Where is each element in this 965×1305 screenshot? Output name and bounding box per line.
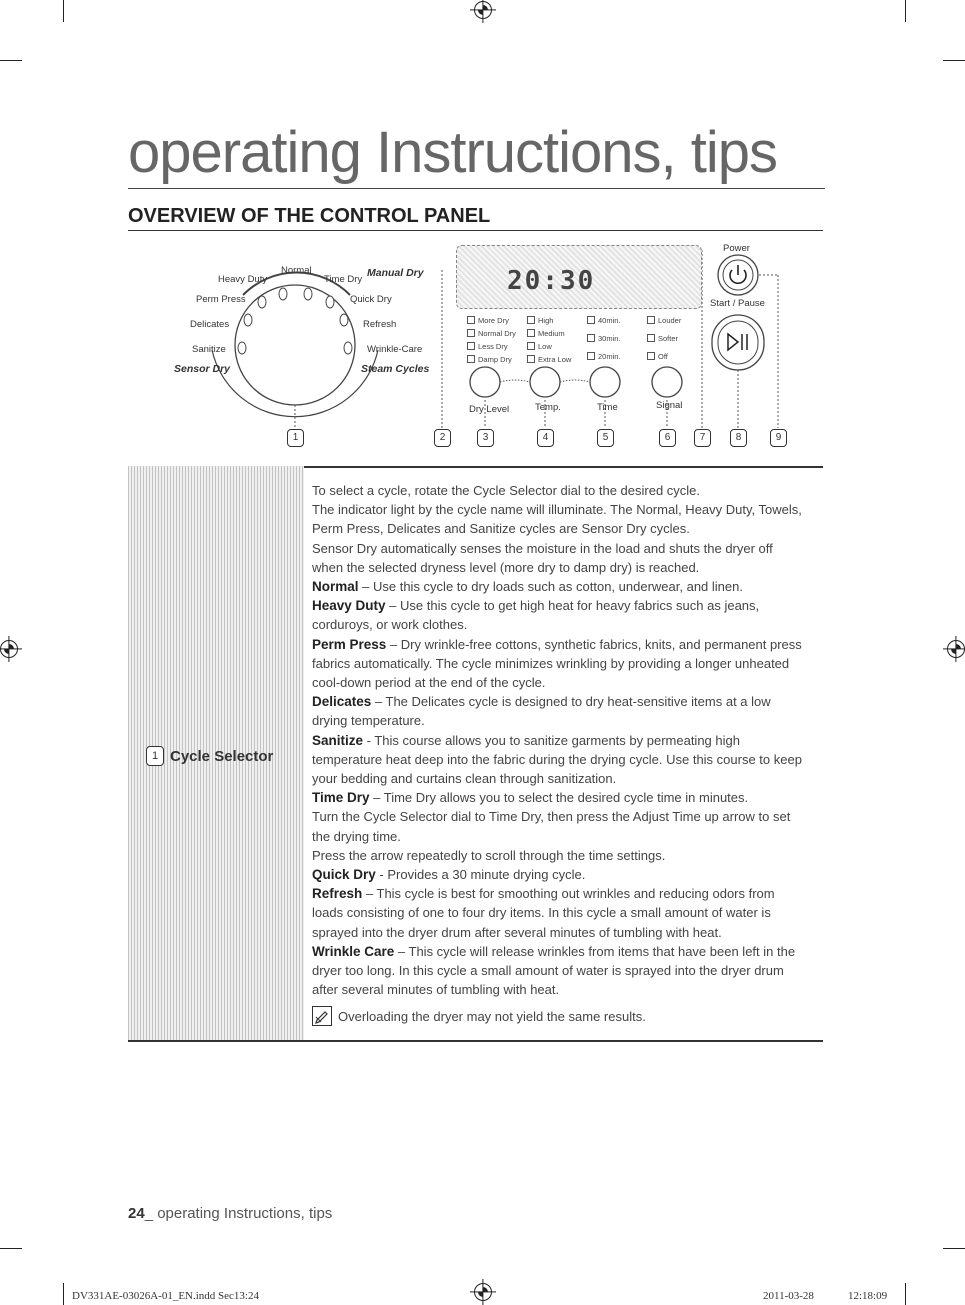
crop-mark: [63, 1283, 64, 1305]
dial-label-refresh: Refresh: [363, 319, 397, 330]
sidebar-title: Cycle Selector: [170, 747, 274, 765]
slug-file: DV331AE-03026A-01_EN.indd Sec13:24: [72, 1290, 259, 1302]
sidebar-label: [146, 746, 273, 766]
time-button-label: Time: [597, 402, 618, 413]
dial-label-steam-cycles: Steam Cycles: [361, 363, 430, 375]
cycle-perm-press: Perm Press – Dry wrinkle-free cottons, synthetic fabrics, knits, and permanent press fabrics automatically. The cycle minimizes wrinkling by providing a longer unheated cool-down period at the end of the cycle.: [312, 636, 802, 691]
crop-mark: [0, 1248, 22, 1249]
paragraph: Sensor Dry automatically senses the moisture in the load and shuts the dryer off when the selected dryness level (more dry to damp dry) is reached.: [312, 540, 773, 575]
temp-option: High: [527, 316, 553, 325]
paragraph: The indicator light by the cycle name will illuminate. The Normal, Heavy Duty, Towels, Perm Press, Delicates and Sanitize cycles are Sensor Dry cycles.: [312, 502, 802, 537]
page-title: operating Instructions, tips: [128, 118, 825, 189]
crop-mark: [0, 60, 22, 61]
callout-number: 4: [537, 429, 554, 447]
callout-number: 9: [770, 429, 787, 447]
cycle-refresh: Refresh – This cycle is best for smoothing out wrinkles and reducing odors from loads consisting of one to four dry items. In this cycle a small amount of water is sprayed into the dryer drum after several minutes of tumbling with heat.: [312, 886, 775, 940]
registration-mark-icon: [947, 640, 965, 658]
page-footer-label: _ operating Instructions, tips: [144, 1205, 333, 1222]
dry-level-option: Normal Dry: [467, 329, 516, 338]
callout-number: 8: [730, 429, 747, 447]
callout-number: 5: [597, 429, 614, 447]
crop-mark: [943, 60, 965, 61]
slug-time: 12:18:09: [848, 1290, 888, 1302]
paragraph: Press the arrow repeatedly to scroll through the time settings.: [312, 847, 666, 863]
registration-mark-icon: [474, 1283, 492, 1301]
cycle-heavy-duty: Heavy Duty – Use this cycle to get high heat for heavy fabrics such as jeans, corduroys, or work clothes.: [312, 598, 760, 633]
time-option: 40min.: [587, 316, 621, 325]
signal-option: Off: [647, 352, 668, 361]
display-time: 20:30: [507, 266, 596, 296]
temp-option: Low: [527, 342, 552, 351]
callout-number: 6: [659, 429, 676, 447]
dial-label-normal: Normal: [281, 265, 312, 276]
dial-label-perm-press: Perm Press: [196, 294, 246, 305]
crop-mark: [943, 1248, 965, 1249]
page-number: 24: [128, 1205, 145, 1222]
dial-label-sensor-dry: Sensor Dry: [174, 363, 231, 375]
dial-label-sanitize: Sanitize: [192, 344, 226, 355]
section-title: OVERVIEW OF THE CONTROL PANEL: [128, 205, 823, 231]
time-option: 30min.: [587, 334, 621, 343]
cycle-sanitize: Sanitize - This course allows you to sanitize garments by permeating high temperature heat deep into the fabric during the drying cycle. Use this course to keep your bedding and curtains clean through sanitization.: [312, 732, 802, 787]
dry-level-option: Damp Dry: [467, 355, 512, 364]
temp-option: Medium: [527, 329, 565, 338]
dial-label-time-dry: Time Dry: [324, 274, 363, 285]
table-bottom-rule: [128, 1040, 823, 1042]
start-pause-button-label: Start / Pause: [710, 298, 765, 309]
cycle-time-dry: Time Dry – Time Dry allows you to select the desired cycle time in minutes.: [312, 790, 749, 806]
dry-level-option: More Dry: [467, 316, 509, 325]
callout-number: 2: [434, 429, 451, 447]
callout-number: 7: [694, 429, 711, 447]
note-text: Overloading the dryer may not yield the same results.: [338, 1008, 646, 1024]
signal-button-label: Signal: [656, 400, 683, 411]
paragraph: To select a cycle, rotate the Cycle Selector dial to the desired cycle.: [312, 483, 701, 498]
signal-option: Softer: [647, 334, 678, 343]
crop-mark: [905, 1283, 906, 1305]
signal-option: Louder: [647, 316, 681, 325]
sidebar-number: 1: [146, 746, 164, 766]
temp-option: Extra Low: [527, 355, 571, 364]
callout-number: 1: [287, 429, 304, 447]
content-body: [312, 481, 807, 1026]
paragraph: Turn the Cycle Selector dial to Time Dry, then press the Adjust Time up arrow to set the drying time.: [312, 809, 791, 844]
registration-mark-icon: [0, 640, 18, 658]
power-button-label: Power: [723, 243, 750, 254]
dial-label-wrinkle-care: Wrinkle-Care: [367, 344, 423, 355]
crop-mark: [63, 0, 64, 22]
dial-label-manual-dry: Manual Dry: [367, 267, 424, 279]
note-pencil-icon: [312, 1006, 332, 1026]
slug-date: 2011-03-28: [763, 1290, 814, 1302]
time-option: 20min.: [587, 352, 621, 361]
lcd-display: [456, 245, 702, 309]
dry-level-button-label: Dry Level: [469, 404, 510, 415]
callout-number: 3: [477, 429, 494, 447]
page-footer: [128, 1205, 332, 1222]
dial-label-delicates: Delicates: [190, 319, 230, 330]
sidebar-cycle-selector: [128, 466, 304, 1041]
note: [312, 1006, 807, 1026]
cycle-delicates: Delicates – The Delicates cycle is designed to dry heat-sensitive items at a low drying temperature.: [312, 694, 771, 729]
crop-mark: [905, 0, 906, 22]
dial-label-heavy-duty: Heavy Duty: [218, 274, 268, 285]
dry-level-option: Less Dry: [467, 342, 508, 351]
dial-label-quick-dry: Quick Dry: [350, 294, 392, 305]
temp-button-label: Temp.: [535, 402, 561, 413]
cycle-wrinkle-care: Wrinkle Care – This cycle will release wrinkles from items that have been left in the dryer too long. In this cycle a small amount of water is sprayed into the dryer drum after several minutes of tumbling with heat.: [312, 943, 796, 998]
cycle-quick-dry: Quick Dry - Provides a 30 minute drying cycle.: [312, 867, 586, 883]
cycle-normal: Normal – Use this cycle to dry loads such as cotton, underwear, and linen.: [312, 579, 743, 595]
registration-mark-icon: [474, 1, 492, 19]
